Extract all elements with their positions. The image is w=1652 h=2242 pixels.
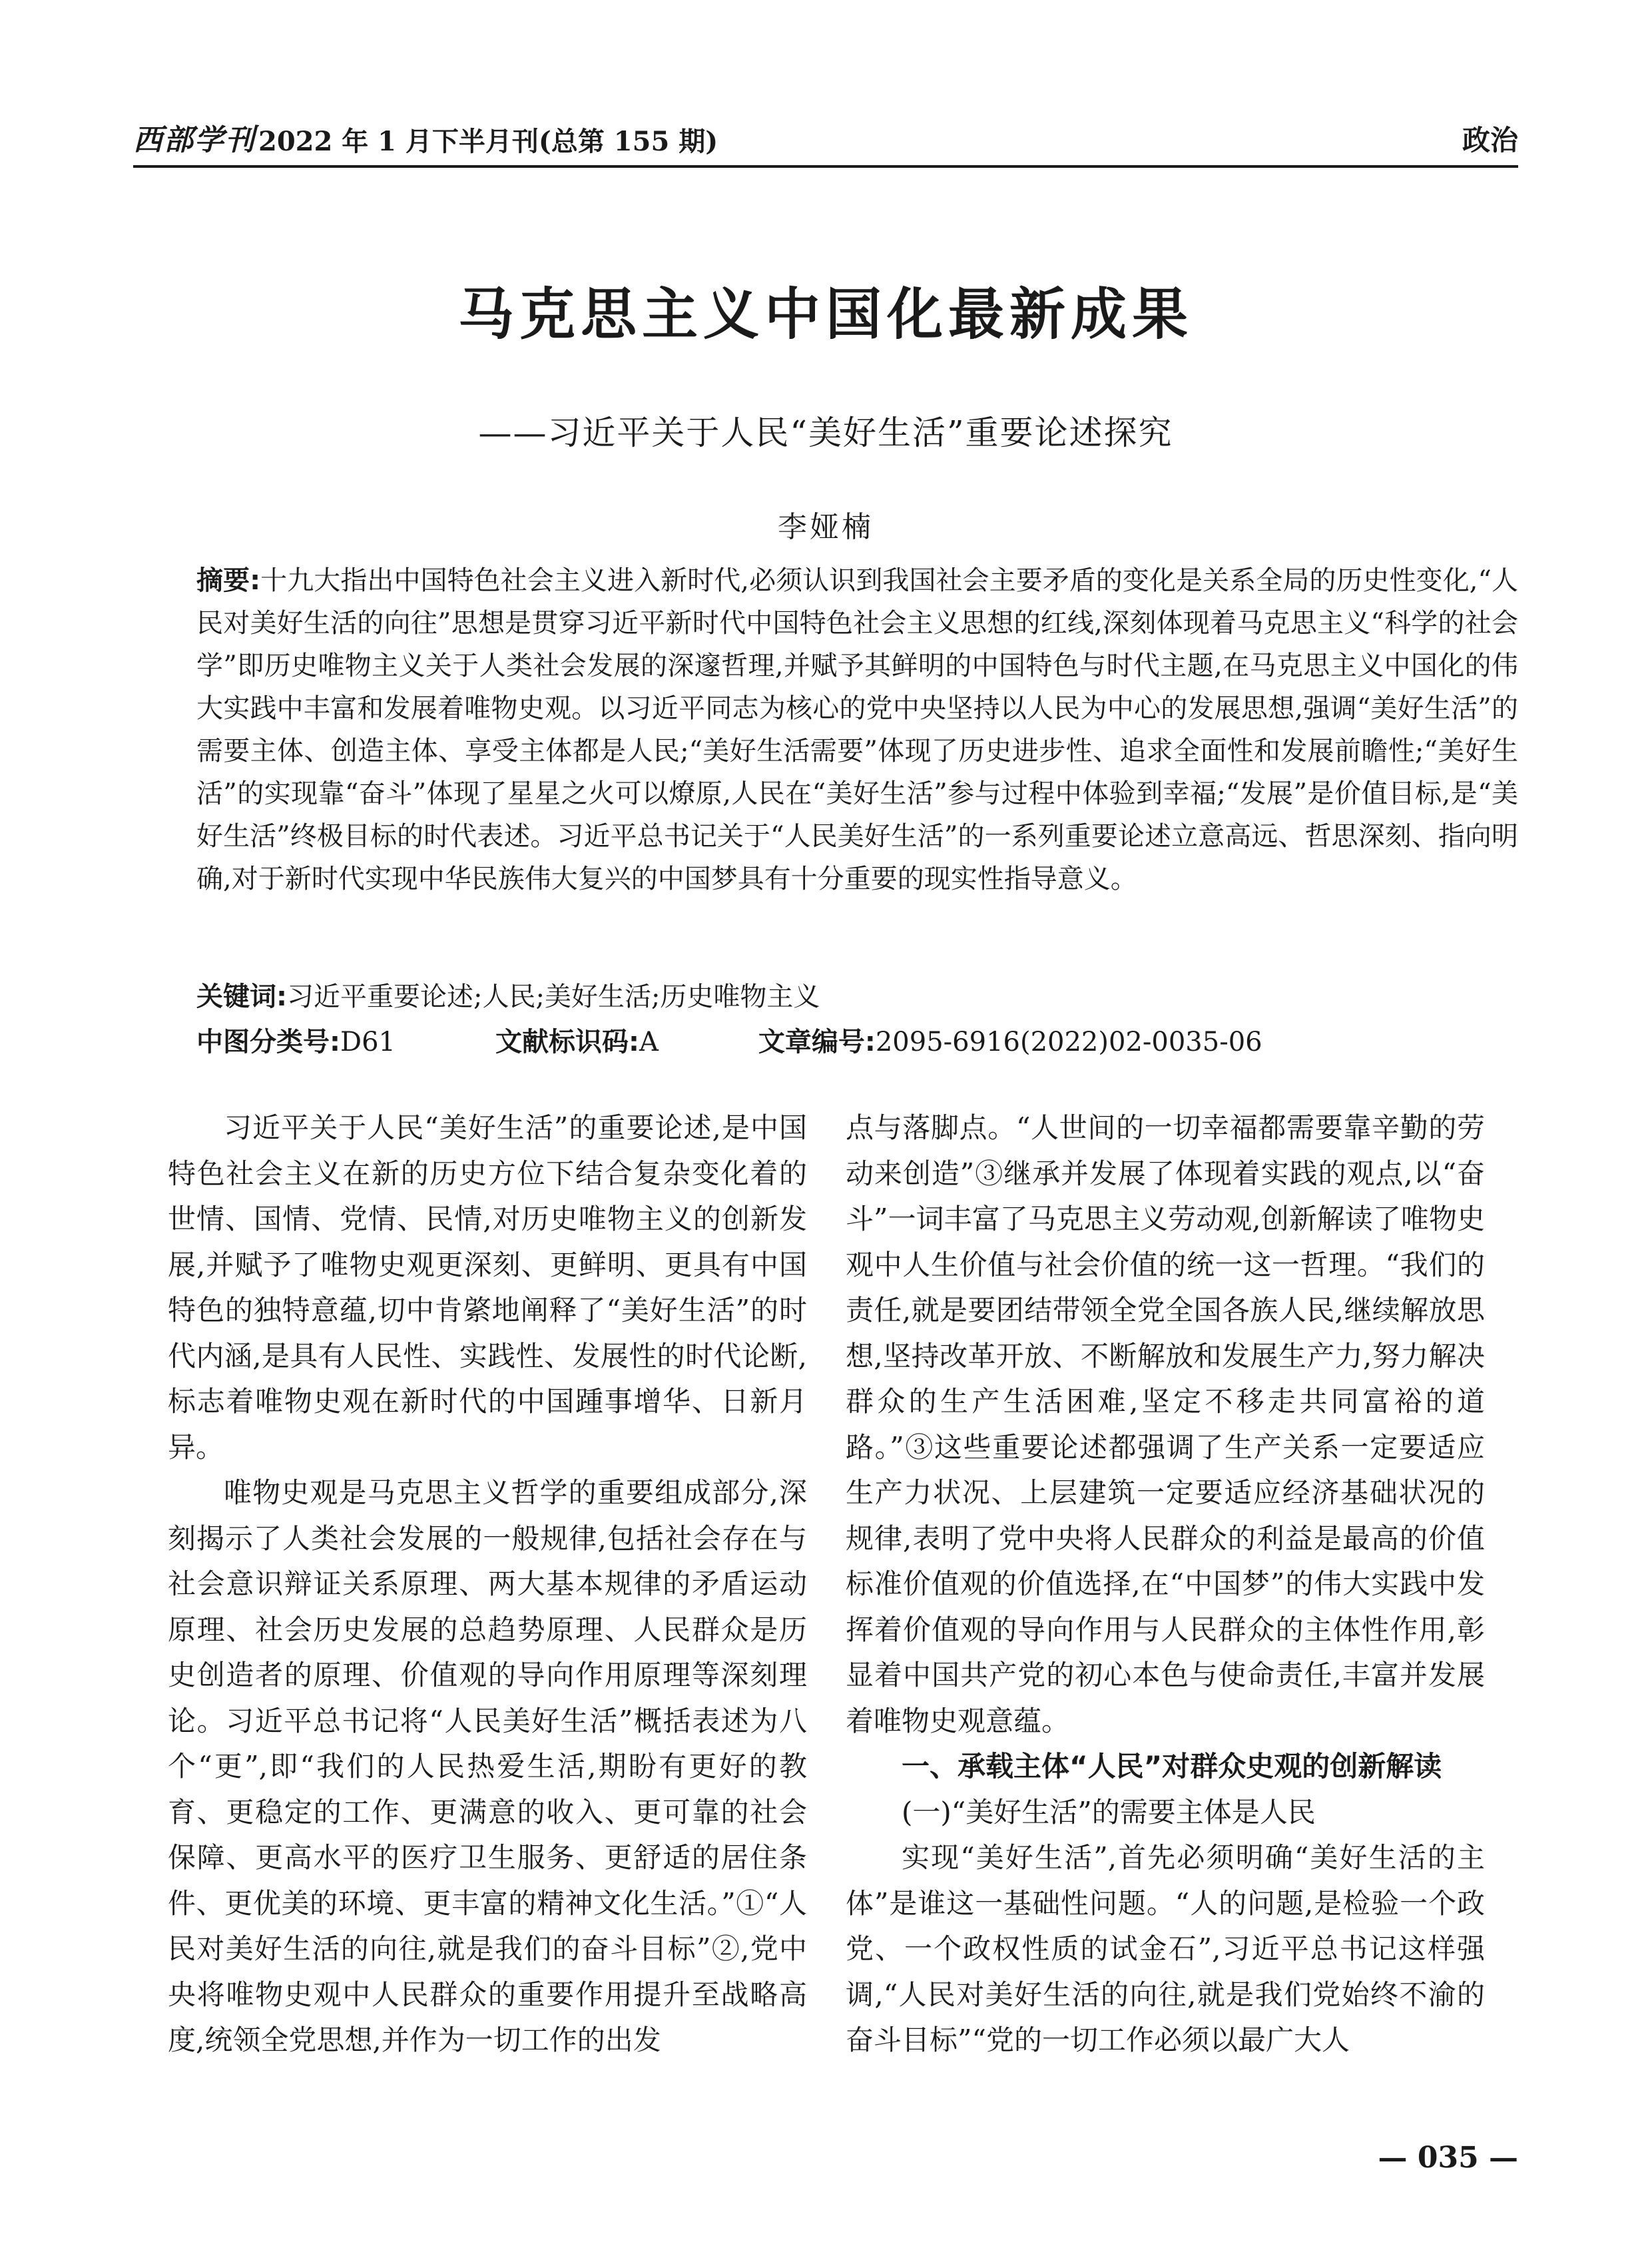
- body-paragraph: 实现“美好生活”,首先必须明确“美好生活的主体”是谁这一基础性问题。“人的问题,是检验一个政党、一个政权性质的试金石”,习近平总书记这样强调,“人民对美好生活的向往,就是我们党始终不渝的奋斗目标”“党的一切工作必须以最广大人: [846, 1841, 1485, 2056]
- keywords-label: 关键词:: [196, 981, 287, 1012]
- header-rule: [133, 165, 1518, 168]
- abstract: [196, 559, 1518, 900]
- body-paragraph: 点与落脚点。“人世间的一切幸福都需要靠辛勤的劳动来创造”③继承并发展了体现着实践的观点,以“奋斗”一词丰富了马克思主义劳动观,创新解读了唯物史观中人生价值与社会价值的统一这一哲理。“我们的责任,就是要团结带领全党全国各族人民,继续解放思想,坚持改革开放、不断解放和发展生产力,努力解决群众的生产生活困难,坚定不移走共同富裕的道路。”③这些重要论述都强调了生产关系一定要适应生产力状况、上层建筑一定要适应经济基础状况的规律,表明了党中央将人民群众的利益是最高的价值标准价值观的价值选择,在“中国梦”的伟大实践中发挥着价值观的导向作用与人民群众的主体性作用,彰显着中国共产党的初心本色与使命责任,丰富并发展着唯物史观意蕴。: [846, 1111, 1485, 1737]
- header-left: [133, 116, 718, 158]
- body-paragraph: 习近平关于人民“美好生活”的重要论述,是中国特色社会主义在新的历史方位下结合复杂变化着的世情、国情、党情、民情,对历史唯物主义的创新发展,并赋予了唯物史观更深刻、更鲜明、更具有中国特色的独特意蕴,切中肯綮地阐释了“美好生活”的时代内涵,是具有人民性、实践性、发展性的时代论断,标志着唯物史观在新时代的中国踵事增华、日新月异。: [168, 1111, 807, 1464]
- journal-logo: 西部学刊: [133, 123, 256, 157]
- article-subtitle: ——习近平关于人民“美好生活”重要论述探究: [478, 414, 1173, 452]
- body-paragraph: 唯物史观是马克思主义哲学的重要组成部分,深刻揭示了人类社会发展的一般规律,包括社会存在与社会意识辩证关系原理、两大基本规律的矛盾运动原理、社会历史发展的总趋势原理、人民群众是历史创造者的原理、价值观的导向作用原理等深刻理论。习近平总书记将“人民美好生活”概括表述为八个“更”,即“我们的人民热爱生活,期盼有更好的教育、更稳定的工作、更满意的收入、更可靠的社会保障、更高水平的医疗卫生服务、更舒适的居住条件、更优美的环境、更丰富的精神文化生活。”①“人民对美好生活的向往,就是我们的奋斗目标”②,党中央将唯物史观中人民群众的重要作用提升至战略高度,统领全党思想,并作为一切工作的出发: [168, 1476, 807, 2056]
- abstract-text: 十九大指出中国特色社会主义进入新时代,必须认识到我国社会主要矛盾的变化是关系全局的历史性变化,“人民对美好生活的向往”思想是贯穿习近平新时代中国特色社会主义思想的红线,深刻体现着马克思主义“科学的社会学”即历史唯物主义关于人类社会发展的深邃哲理,并赋予其鲜明的中国特色与时代主题,在马克思主义中国化的伟大实践中丰富和发展着唯物史观。以习近平同志为核心的党中央坚持以人民为中心的发展思想,强调“美好生活”的需要主体、创造主体、享受主体都是人民;“美好生活需要”体现了历史进步性、追求全面性和发展前瞻性;“美好生活”的实现靠“奋斗”体现了星星之火可以燎原,人民在“美好生活”参与过程中体验到幸福;“发展”是价值目标,是“美好生活”终极目标的时代表述。习近平总书记关于“人民美好生活”的一系列重要论述立意高远、哲思深刻、指向明确,对于新时代实现中华民族伟大复兴的中国梦具有十分重要的现实性指导意义。: [196, 565, 1518, 894]
- clc-value: D61: [340, 1027, 396, 1057]
- article-number-item: [758, 1021, 1262, 1063]
- body-column-right: [846, 1105, 1485, 2064]
- clc-label: 中图分类号:: [196, 1027, 340, 1057]
- issue-info: 2022 年 1 月下半月刊(总第 155 期): [258, 126, 718, 157]
- clc-item: [196, 1021, 396, 1063]
- article-number-label: 文章编号:: [758, 1027, 876, 1057]
- article-author: 李娅楠: [778, 510, 874, 544]
- keywords: [196, 976, 1518, 1018]
- section-heading: 一、承载主体“人民”对群众史观的创新解读: [902, 1750, 1442, 1783]
- article-number-value: 2095-6916(2022)02-0035-06: [875, 1027, 1262, 1057]
- section-name: 政治: [1462, 124, 1518, 156]
- doc-code-value: A: [639, 1027, 659, 1057]
- keywords-text: 习近平重要论述;人民;美好生活;历史唯物主义: [287, 981, 820, 1012]
- classification-line: [196, 1021, 1518, 1063]
- doc-code-label: 文献标识码:: [495, 1027, 639, 1057]
- subsection-heading: (一)“美好生活”的需要主体是人民: [902, 1795, 1316, 1828]
- doc-code-item: [495, 1021, 659, 1063]
- page-number: — 035 —: [1378, 2141, 1518, 2175]
- abstract-label: 摘要:: [196, 565, 261, 596]
- body-column-left: [168, 1105, 807, 2064]
- article-title: 马克思主义中国化最新成果: [457, 281, 1193, 347]
- running-header: [133, 112, 1518, 158]
